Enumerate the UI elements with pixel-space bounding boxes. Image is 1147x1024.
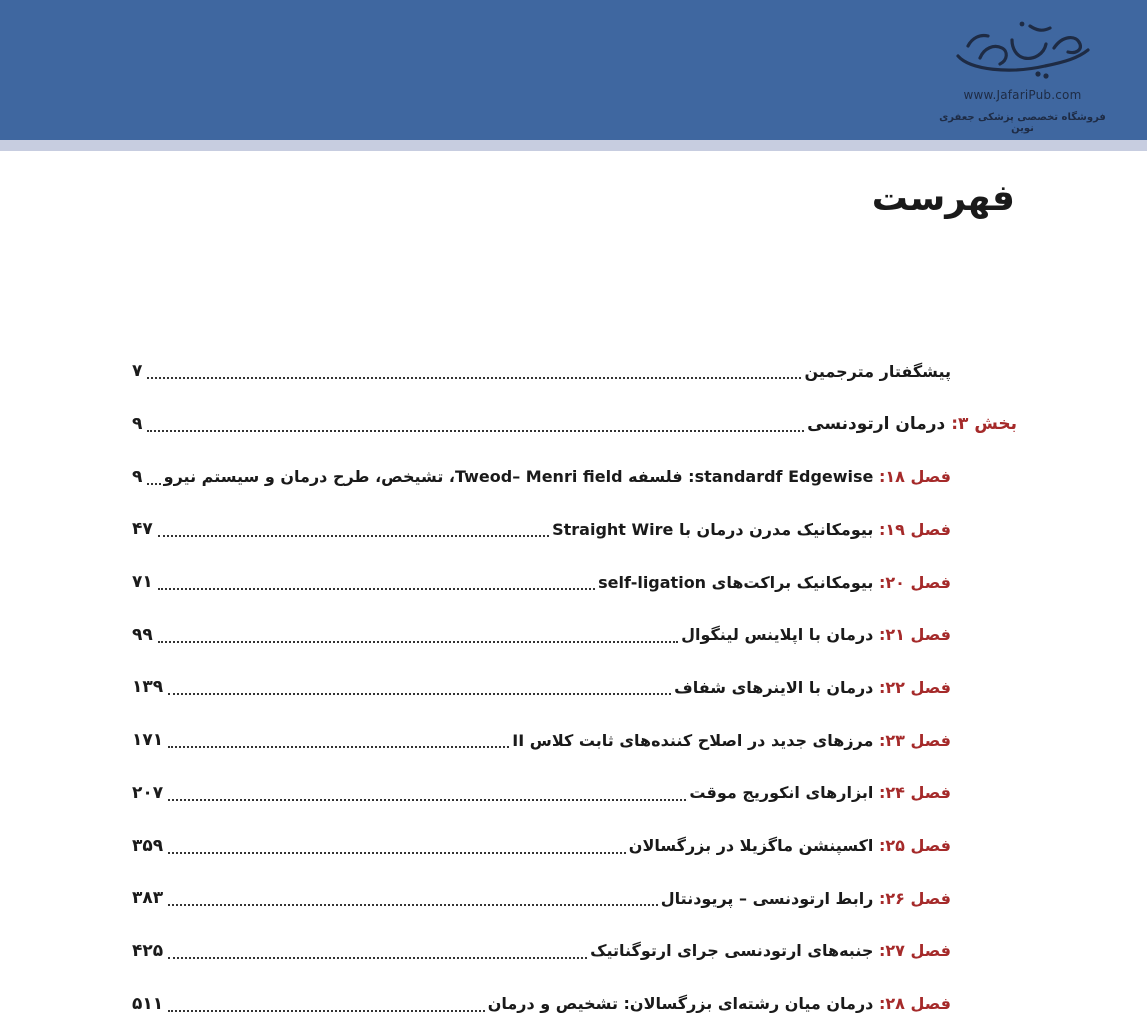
- toc-entry-text: [804, 362, 951, 381]
- toc-entry-title: بیومکانیک براکت‌های self-ligation: [598, 572, 874, 592]
- toc-entry-part-3[interactable]: [132, 398, 1017, 451]
- toc-entry-title: درمان ارتودنسی: [807, 414, 946, 435]
- jafari-logo-icon: [950, 18, 1095, 88]
- toc-entry-prefix: فصل ۲۰:: [878, 572, 951, 592]
- toc-entry-text: [661, 889, 951, 908]
- toc-entry-title: standardf Edgewise: فلسفه Tweod– Menri field، تشیخص، طرح درمان و سیستم نیرو: [163, 467, 874, 487]
- toc-leader-dots: [168, 1010, 485, 1012]
- toc-page-number: ۱۳۹: [132, 677, 164, 698]
- toc-entry-text: [552, 520, 951, 539]
- toc-leader-dots: [168, 799, 686, 801]
- page-title: فهرست: [871, 178, 1015, 219]
- publisher-logo: [930, 18, 1115, 134]
- toc-leader-dots: [168, 852, 626, 854]
- toc-page-number: ۲۰۷: [132, 782, 164, 803]
- toc-page-number: ۱۷۱: [132, 730, 164, 751]
- toc-leader-dots: [168, 746, 509, 748]
- toc-page-number: ۳۵۹: [132, 835, 164, 856]
- toc-entry-title: اکسپنشن ماگزیلا در بزرگسالان: [628, 836, 874, 856]
- toc-leader-dots: [147, 377, 801, 379]
- toc-entry-text: [598, 573, 951, 592]
- toc-entry-prefix: فصل ۲۲:: [878, 677, 951, 697]
- toc-entry-chapter-25[interactable]: [132, 819, 1017, 872]
- toc-entry-title: جنبه‌های ارتودنسی جرای ارتوگناتیک: [590, 941, 874, 961]
- toc-entry-text: [629, 836, 951, 855]
- toc-entry-prefix: فصل ۲۶:: [878, 888, 951, 908]
- toc-page-number: ۷۱: [132, 572, 153, 593]
- toc-page-number: ۴۷: [132, 519, 153, 540]
- toc-entry-prefix: فصل ۲۴:: [878, 783, 951, 803]
- toc-entry-chapter-27[interactable]: [132, 925, 1017, 978]
- toc-leader-dots: [168, 957, 587, 959]
- toc-entry-text: [681, 625, 951, 644]
- toc-leader-dots: [158, 535, 549, 537]
- toc-leader-dots: [158, 641, 678, 643]
- header-strip: [0, 140, 1147, 151]
- toc-entry-chapter-24[interactable]: [132, 767, 1017, 820]
- table-of-contents: [132, 345, 1017, 1024]
- toc-entry-chapter-18[interactable]: [132, 450, 1017, 503]
- toc-entry-title: بیومکانیک مدرن درمان با Straight Wire: [552, 519, 874, 539]
- toc-entry-text: [674, 678, 951, 697]
- toc-leader-dots: [147, 483, 160, 485]
- toc-entry-chapter-19[interactable]: [132, 503, 1017, 556]
- toc-entry-chapter-28[interactable]: [132, 977, 1017, 1024]
- toc-leader-dots: [168, 693, 671, 695]
- toc-page-number: ۴۲۵: [132, 940, 164, 961]
- toc-entry-text: [590, 941, 951, 960]
- toc-entry-title: مرزهای جدید در اصلاح کننده‌های ثابت کلاس II: [512, 730, 874, 750]
- toc-page-number: ۹۹: [132, 624, 153, 645]
- toc-entry-text: [807, 414, 1017, 434]
- toc-entry-prefix: فصل ۲۳:: [878, 730, 951, 750]
- toc-page-number: ۹: [132, 414, 143, 435]
- toc-page-number: ۷: [132, 361, 143, 382]
- toc-entry-text: [164, 467, 951, 486]
- toc-entry-title: درمان میان رشته‌ای بزرگسالان: تشخیص و درمان: [487, 994, 874, 1014]
- toc-entry-chapter-26[interactable]: [132, 872, 1017, 925]
- toc-leader-dots: [147, 430, 804, 432]
- toc-entry-chapter-21[interactable]: [132, 608, 1017, 661]
- toc-entry-title: درمان با اپلاینس لینگوال: [681, 625, 874, 645]
- toc-entry-title: درمان با الاینرهای شفاف: [674, 677, 874, 697]
- toc-entry-chapter-20[interactable]: [132, 556, 1017, 609]
- toc-entry-text: [689, 783, 951, 802]
- toc-entry-prefix: فصل ۲۱:: [878, 625, 951, 645]
- toc-page-number: ۵۱۱: [132, 993, 164, 1014]
- toc-entry-chapter-22[interactable]: [132, 661, 1017, 714]
- toc-entry-text: [512, 731, 951, 750]
- toc-page-number: ۳۸۳: [132, 888, 164, 909]
- toc-page-number: ۹: [132, 466, 143, 487]
- toc-entry-title: ابزارهای انکوریج موقت: [689, 783, 874, 803]
- toc-entry-title: رابط ارتودنسی – پریودنتال: [660, 888, 874, 908]
- toc-entry-prefix: فصل ۲۸:: [878, 994, 951, 1014]
- toc-entry-prefix: فصل ۲۷:: [878, 941, 951, 961]
- toc-entry-preface[interactable]: [132, 345, 1017, 398]
- toc-entry-prefix: فصل ۱۹:: [878, 519, 951, 539]
- toc-entry-prefix: فصل ۲۵:: [878, 836, 951, 856]
- toc-entry-title: پیشگفتار مترجمین: [804, 361, 951, 381]
- toc-entry-text: [488, 994, 951, 1013]
- toc-entry-prefix: فصل ۱۸:: [878, 467, 951, 487]
- publisher-url: www.JafariPub.com: [963, 88, 1082, 102]
- toc-entry-prefix: بخش ۳:: [951, 414, 1017, 435]
- toc-entry-chapter-23[interactable]: [132, 714, 1017, 767]
- publisher-tagline: فروشگاه تخصصی پزشکی جعفری نوین: [939, 112, 1106, 134]
- toc-leader-dots: [158, 588, 595, 590]
- toc-leader-dots: [168, 904, 658, 906]
